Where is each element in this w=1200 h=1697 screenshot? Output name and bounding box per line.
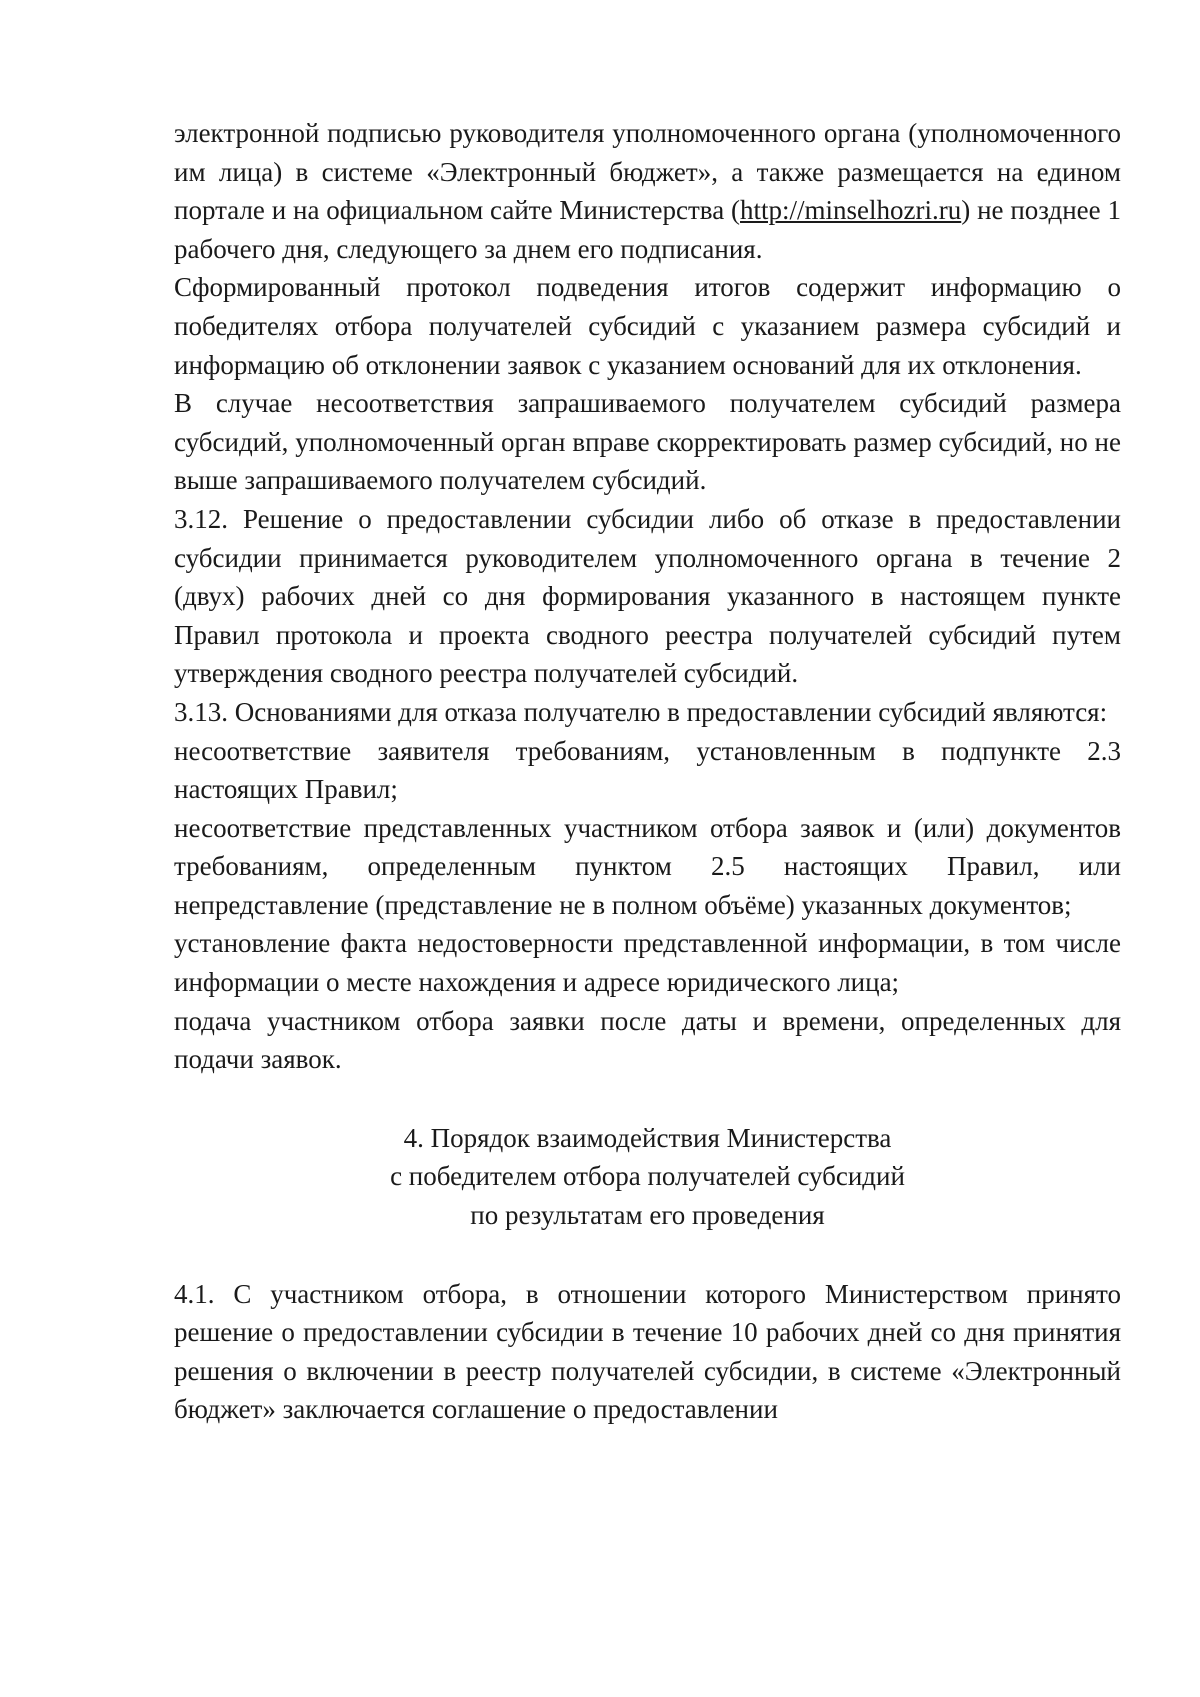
paragraph-signature-text-2: ) не позднее 1 рабочего дня, следующего за днем его подписания.: [174, 195, 1121, 264]
document-page: [174, 114, 1121, 1429]
paragraph-size-correction: В случае несоответствия запрашиваемого получателем субсидий размера субсидий, уполномоченный орган вправе скорректировать размер субсидий, но не выше запрашиваемого получателем субсидий.: [174, 388, 1121, 496]
spacer: [174, 1235, 1121, 1275]
section-heading: [174, 1119, 1121, 1235]
refusal-reason-2: несоответствие представленных участником отбора заявок и (или) документов требованиям, определенным пунктом 2.5 настоящих Правил, или непредставление (представление не в полном объёме) указанных документов;: [174, 812, 1121, 920]
section-heading-line-2: с победителем отбора получателей субсидий: [390, 1161, 905, 1192]
paragraph-3-12: 3.12. Решение о предоставлении субсидии либо об отказе в предоставлении субсидии принимается руководителем уполномоченного органа в течение 2 (двух) рабочих дней со дня формирования указанного в настоящем пункте Правил протокола и проекта сводного реестра получателей субсидий путем утверждения сводного реестра получателей субсидий.: [174, 503, 1121, 689]
spacer: [174, 1079, 1121, 1119]
paragraph-signature: [174, 114, 1121, 268]
section-heading-line-1: 4. Порядок взаимодействия Министерства: [403, 1122, 892, 1153]
paragraph-protocol: Сформированный протокол подведения итогов содержит информацию о победителях отбора получателей субсидий с указанием размера субсидий и информацию об отклонении заявок с указанием оснований для их отклонения.: [174, 272, 1121, 380]
paragraph-3-13: 3.13. Основаниями для отказа получателю в предоставлении субсидий являются:: [174, 696, 1108, 727]
paragraph-4-1: 4.1. С участником отбора, в отношении которого Министерством принято решение о предоставлении субсидии в течение 10 рабочих дней со дня принятия решения о включении в реестр получателей субсидии, в системе «Электронный бюджет» заключается соглашение о предоставлении: [174, 1278, 1121, 1425]
refusal-reason-4: подача участником отбора заявки после даты и времени, определенных для подачи заявок.: [174, 1005, 1121, 1075]
refusal-reason-3: установление факта недостоверности представленной информации, в том числе информации о месте нахождения и адресе юридического лица;: [174, 928, 1121, 998]
paragraph-signature-text-1: электронной подписью руководителя уполномоченного органа (уполномоченного им лица) в системе «Электронный бюджет», а также размещается на едином портале и на официальном сайте Министерства (: [174, 118, 1121, 226]
refusal-reason-1: несоответствие заявителя требованиям, установленным в подпункте 2.3 настоящих Правил;: [174, 735, 1121, 805]
section-heading-line-3: по результатам его проведения: [470, 1200, 825, 1231]
ministry-website-link[interactable]: http://minselhozri.ru: [740, 195, 962, 226]
